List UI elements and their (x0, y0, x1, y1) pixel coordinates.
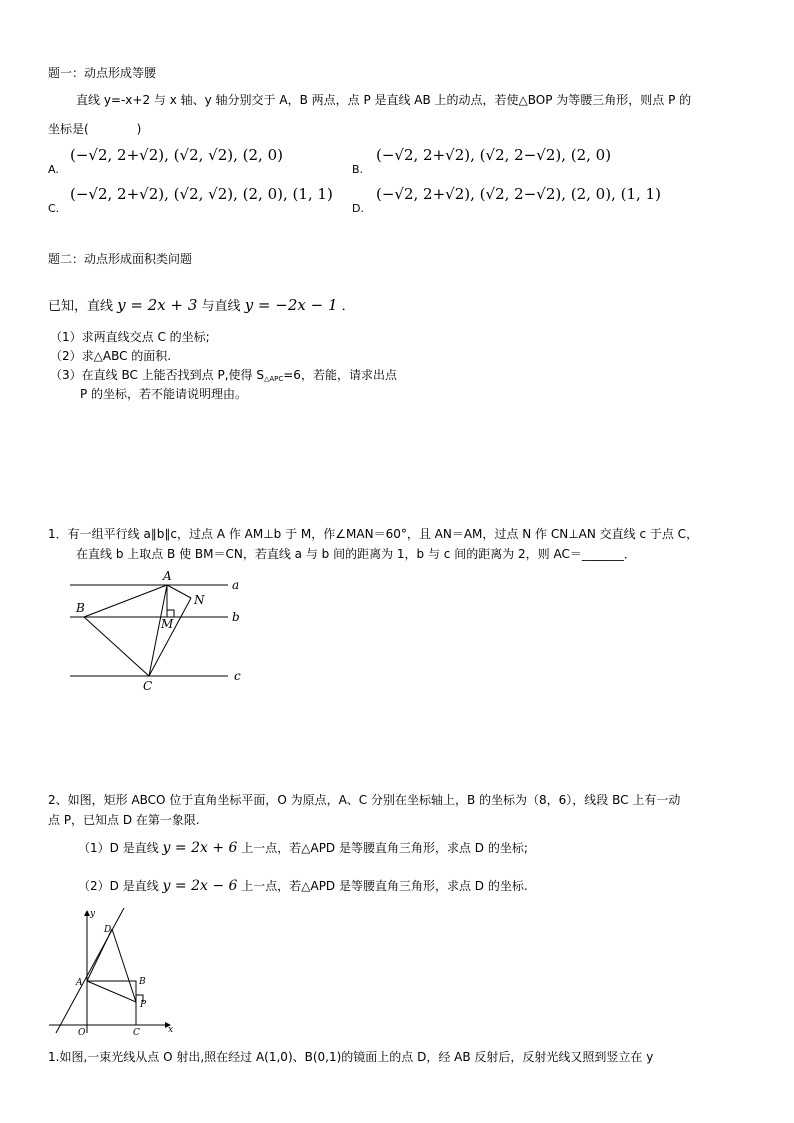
problem4-q2 (78, 879, 528, 893)
q3-prefix: （3）在直线 BC 上能否找到点 P,使得 S (50, 368, 264, 382)
option-a-label: A. (48, 163, 59, 176)
segment-bc (84, 617, 149, 676)
label-o-point: O (78, 1028, 86, 1037)
q3-subscript: △APC (263, 375, 284, 383)
segment-dp (112, 929, 136, 1002)
segment-ab (84, 585, 167, 617)
q1-equation: y = 2x + 6 (162, 840, 238, 856)
label-c-point: C (143, 679, 153, 693)
option-d: (−√2, 2+√2), (√2, 2−√2), (2, 0), (1, 1) (376, 185, 661, 203)
q1-suffix: 上一点，若△APD 是等腰直角三角形，求点 D 的坐标; (241, 841, 528, 855)
option-d-label: D. (352, 202, 364, 215)
coordinate-figure (44, 905, 184, 1037)
q2-prefix: （2）D 是直线 (78, 879, 159, 893)
problem1-title: 题一：动点形成等腰 (48, 66, 157, 80)
option-c: (−√2, 2+√2), (√2, √2), (2, 0), (1, 1) (70, 185, 333, 203)
q3-suffix: =6，若能，请求出点 (283, 368, 397, 382)
option-b: (−√2, 2+√2), (√2, 2−√2), (2, 0) (376, 146, 612, 164)
given-end: ． (341, 299, 355, 314)
segment-ap (87, 981, 136, 1002)
parallel-lines-figure (60, 566, 260, 696)
q1-prefix: （1）D 是直线 (78, 841, 159, 855)
problem4-q1 (78, 841, 528, 855)
problem4-line1: 2、如图，矩形 ABCO 位于直角坐标平面，O 为原点，A、C 分别在坐标轴上，B 的坐标为（8，6），线段 BC 上有一动 (48, 793, 681, 807)
label-d-point: D (104, 925, 112, 935)
label-a-point: A (76, 978, 83, 988)
label-b-point: B (76, 601, 85, 615)
problem1-text-line2: 坐标是( ) (48, 122, 142, 136)
q2-equation: y = 2x − 6 (162, 878, 238, 894)
right-angle-mark (167, 610, 174, 617)
label-n-point: N (194, 593, 205, 607)
q2-suffix: 上一点，若△APD 是等腰直角三角形，求点 D 的坐标. (241, 879, 528, 893)
problem2-q3-line2: P 的坐标，若不能请说明理由。 (80, 387, 248, 401)
problem5-line1: 1.如图,一束光线从点 O 射出,照在经过 A(1,0)、B(0,1)的镜面上的点 D，经 AB 反射后，反射光线又照到竖立在 y (48, 1050, 654, 1064)
problem3-line2: 在直线 b 上取点 B 使 BM＝CN，若直线 a 与 b 间的距离为 1，b 与 c 间的距离为 2，则 AC＝_______． (76, 547, 636, 561)
line-y-2x-6 (56, 908, 124, 1033)
label-line-c: c (234, 669, 241, 683)
label-x-axis: x (168, 1025, 174, 1035)
problem2-q1: （1）求两直线交点 C 的坐标; (50, 330, 210, 344)
label-line-b: b (232, 610, 240, 624)
rectangle-abco (87, 981, 136, 1025)
label-a-point: A (163, 569, 172, 583)
label-b-point: B (139, 977, 146, 987)
problem2-given (48, 297, 355, 315)
segment-ad (87, 929, 112, 981)
given-middle: 与直线 (201, 299, 241, 314)
problem3-line1: 1．有一组平行线 a∥b∥c，过点 A 作 AM⊥b 于 M，作∠MAN＝60°，且 AN＝AM，过点 N 作 CN⊥AN 交直线 c 于点 C， (48, 527, 699, 541)
label-p-point: P (140, 1000, 147, 1010)
label-c-point: C (133, 1028, 140, 1037)
segment-an (167, 585, 191, 598)
equation-1: y = 2x + 3 (117, 296, 198, 314)
label-m-point: M (161, 617, 174, 631)
label-line-a: a (232, 578, 240, 592)
equation-2: y = −2x − 1 (244, 296, 338, 314)
problem2-q2: （2）求△ABC 的面积. (50, 349, 172, 363)
option-a: (−√2, 2+√2), (√2, √2), (2, 0) (70, 146, 283, 164)
option-c-label: C. (48, 202, 60, 215)
problem2-title: 题二：动点形成面积类问题 (48, 252, 193, 266)
problem4-line2: 点 P，已知点 D 在第一象限. (48, 813, 200, 827)
problem2-q3 (50, 368, 397, 386)
option-b-label: B. (352, 163, 364, 176)
problem1-text-line1: 直线 y=-x+2 与 x 轴、y 轴分别交于 A，B 两点，点 P 是直线 AB 上的动点，若使△BOP 为等腰三角形，则点 P 的 (76, 93, 692, 107)
given-prefix: 已知，直线 (48, 299, 114, 314)
label-y-axis: y (90, 909, 96, 919)
